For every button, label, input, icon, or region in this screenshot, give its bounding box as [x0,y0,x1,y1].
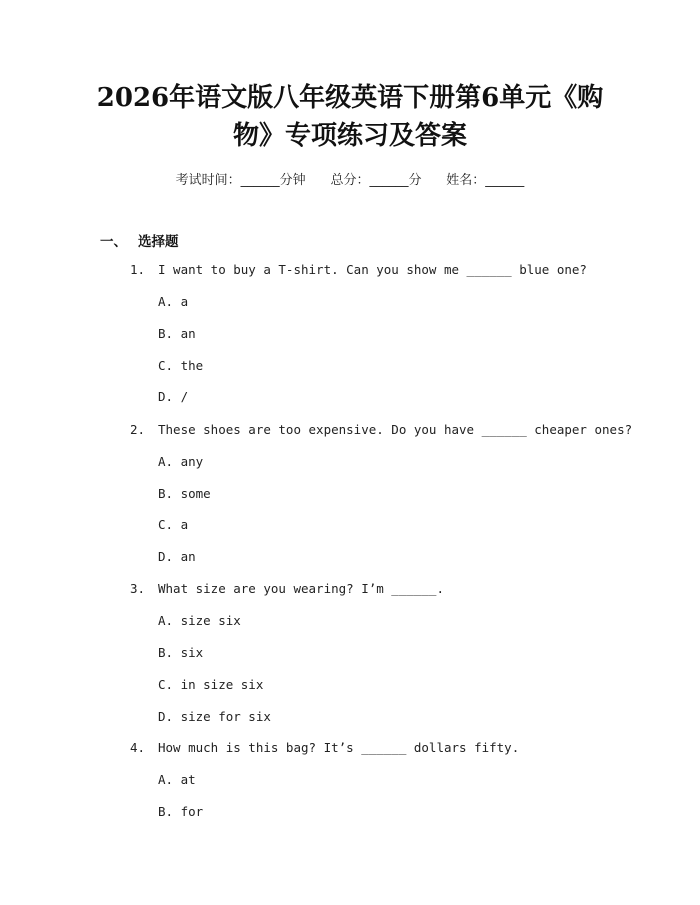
option-1b: B. an [158,326,196,341]
question-number: 2. [130,422,146,437]
total-score-field: 总分：______分 [330,173,422,188]
question-number: 4. [130,740,146,755]
name-field: 姓名：______ [446,173,525,188]
section-title: 选择题 [138,234,179,250]
option-2b: B. some [158,486,211,501]
option-1d: D. / [158,389,189,404]
section-number: 一、 [100,234,127,250]
exam-time-field: 考试时间：______分钟 [175,173,306,188]
option-4b: B. for [158,804,204,819]
question-text: How much is this bag? It’s ______ dollars fifty. [158,740,520,755]
option-1a: A. a [158,294,189,309]
question-text: What size are you wearing? I’m ______. [158,581,444,596]
question-text: I want to buy a T-shirt. Can you show me ______ blue one? [158,262,587,277]
option-2d: D. an [158,549,196,564]
option-3d: D. size for six [158,709,271,724]
option-4a: A. at [158,772,196,787]
option-3a: A. size six [158,613,241,628]
exam-meta [0,169,700,188]
option-1c: C. the [158,358,204,373]
document-title-line-2: 物》专项练习及答案 [232,121,467,151]
document-title-line-1: 2026年语文版八年级英语下册第6单元《购 [96,83,604,113]
question-number: 1. [130,262,146,277]
question-text: These shoes are too expensive. Do you have ______ cheaper ones? [158,422,633,437]
option-2a: A. any [158,454,204,469]
option-3c: C. in size six [158,677,264,692]
option-3b: B. six [158,645,204,660]
section-heading [100,230,179,250]
question-number: 3. [130,581,146,596]
option-2c: C. a [158,517,189,532]
